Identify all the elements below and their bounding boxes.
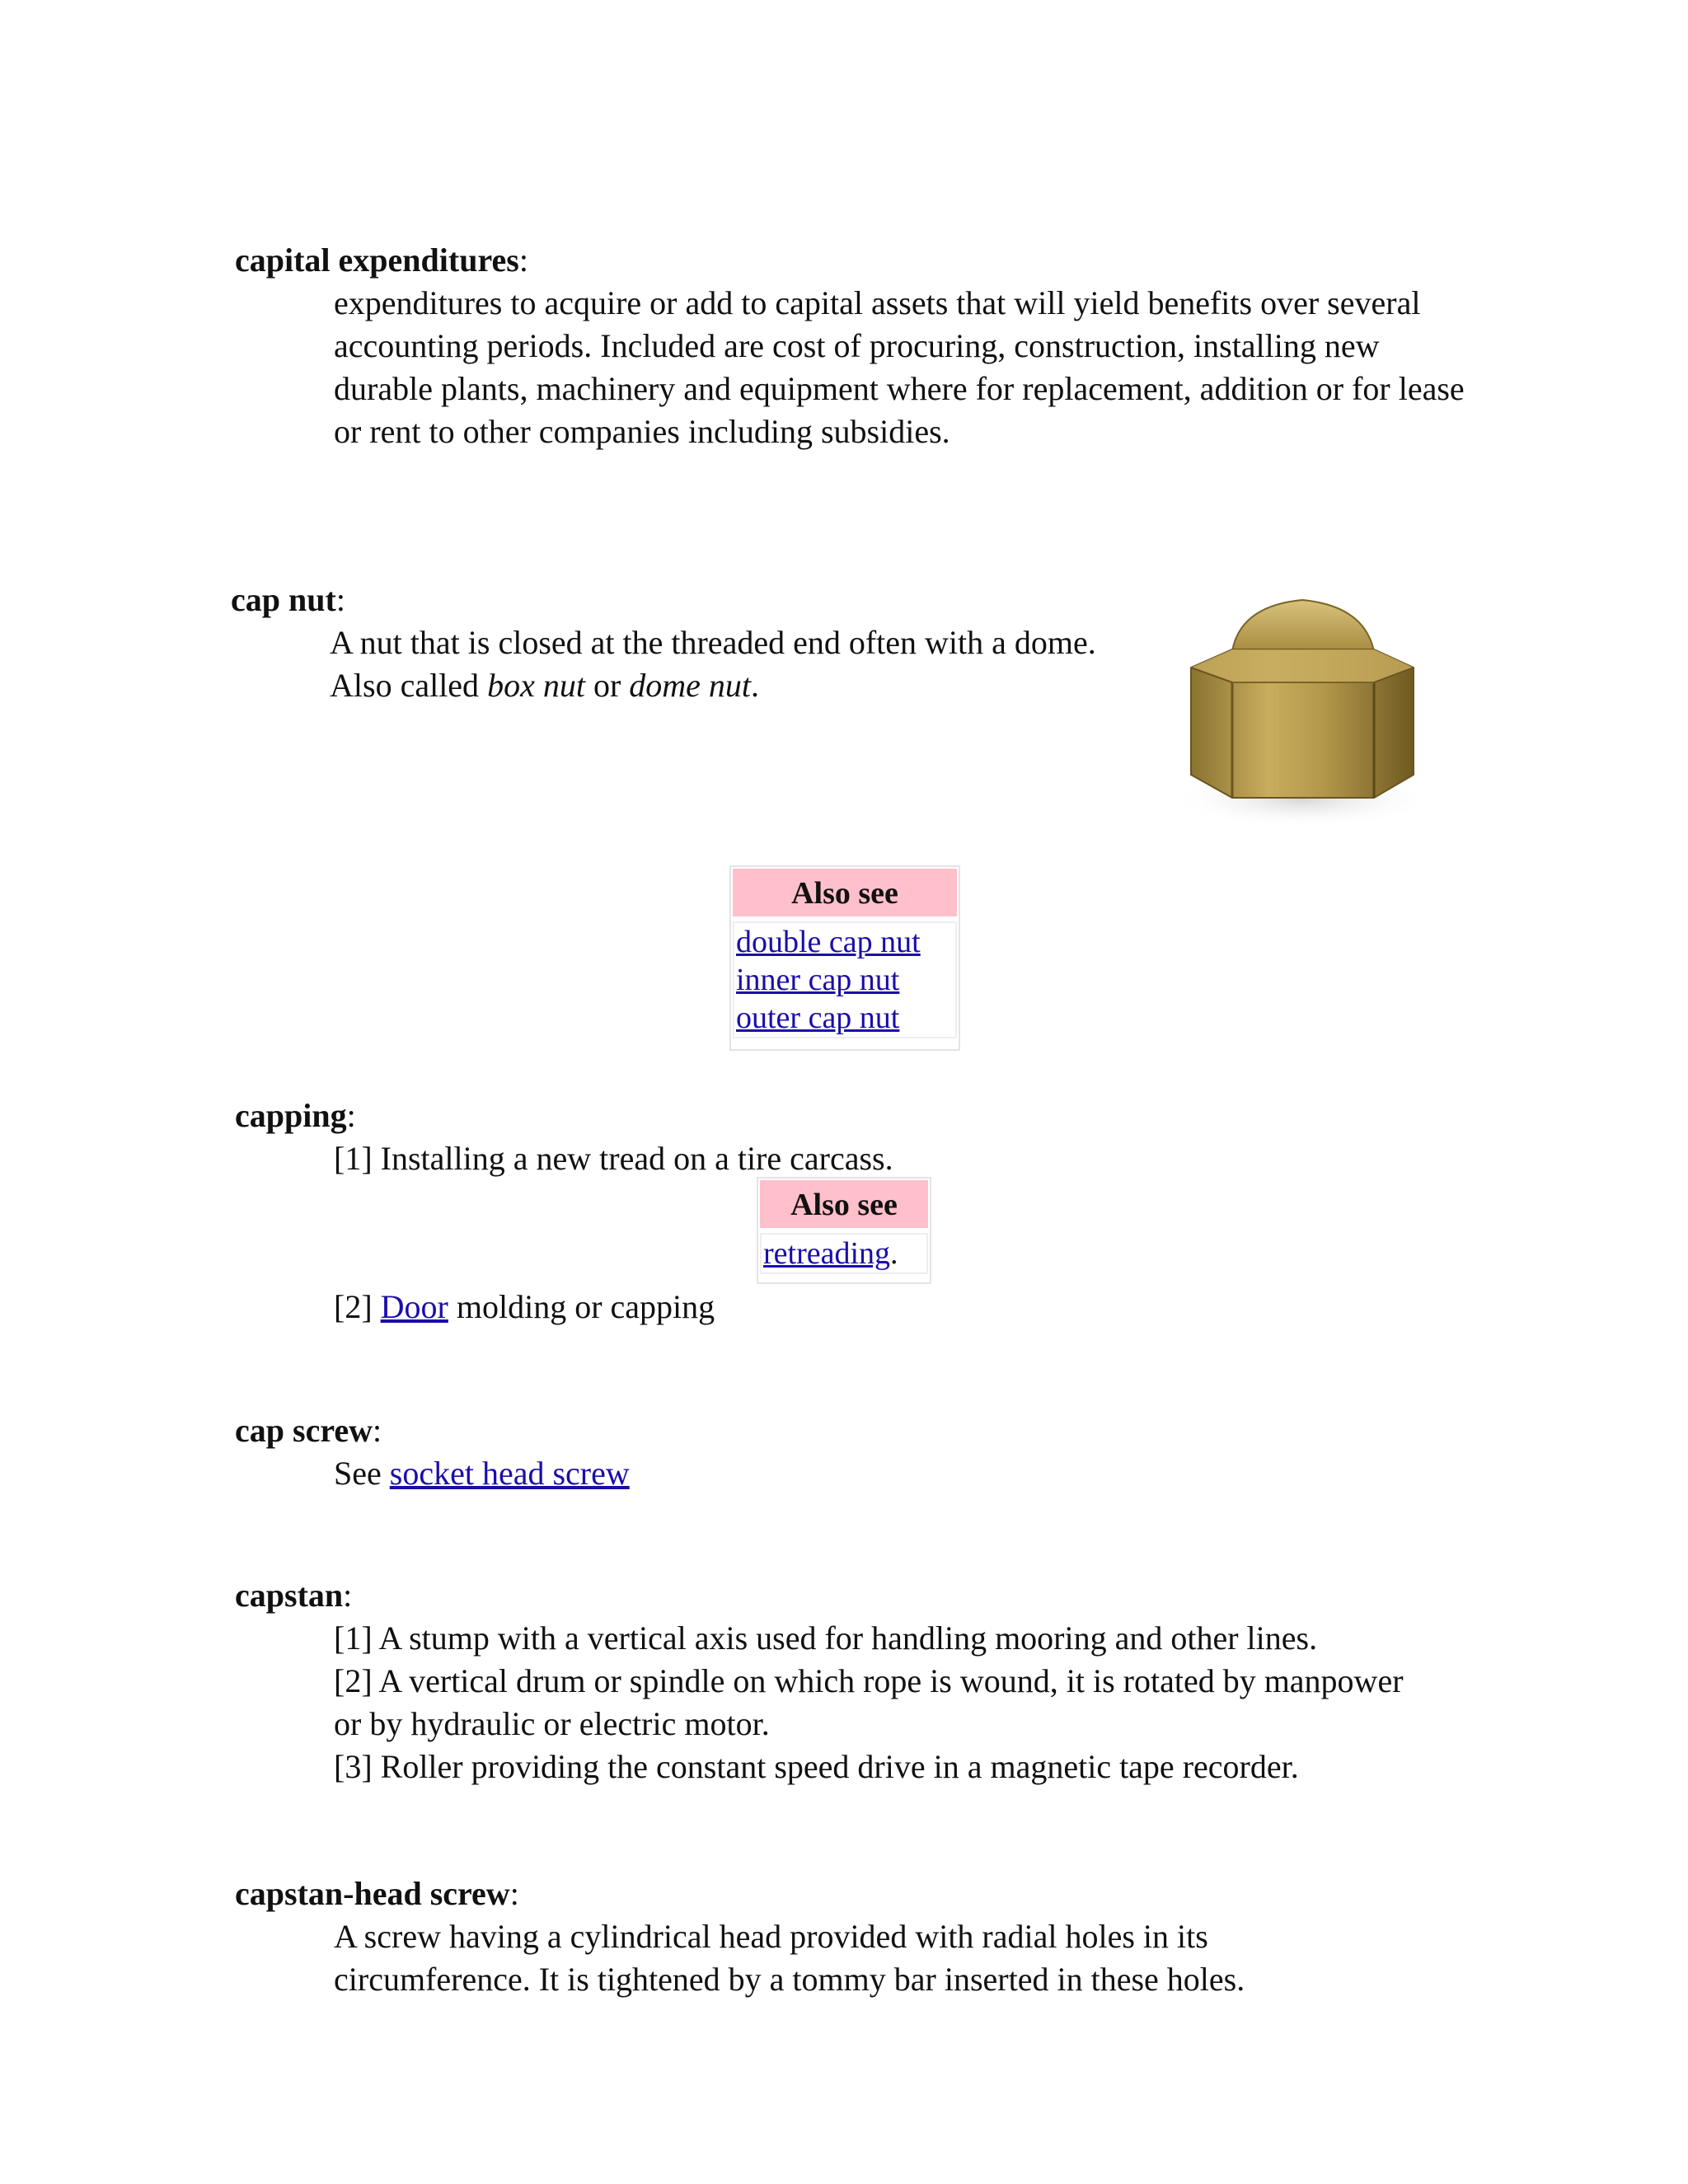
also-see-box-capping	[757, 1177, 931, 1284]
definition-capping-sense-2: [2] Door molding or capping	[334, 1288, 715, 1325]
capstan-sense-2: [2] A vertical drum or spindle on which rope is wound, it is rotated by manpower or by hydraulic or electric motor.	[334, 1662, 1404, 1742]
term-cap-screw: cap screw:	[235, 1412, 382, 1449]
definition-cap-screw: See socket head screw	[334, 1455, 630, 1492]
capstan-sense-3: [3] Roller providing the constant speed drive in a magnetic tape recorder.	[334, 1748, 1299, 1785]
also-see-heading: Also see	[733, 869, 957, 916]
also-see-links: retreading.	[760, 1233, 928, 1274]
capstan-sense-1: [1] A stump with a vertical axis used for handling mooring and other lines.	[334, 1619, 1318, 1657]
term-capstan: capstan:	[235, 1577, 353, 1614]
link-double-cap-nut[interactable]: double cap nut	[736, 925, 921, 959]
link-socket-head-screw[interactable]: socket head screw	[389, 1455, 630, 1492]
term-capping: capping:	[235, 1097, 356, 1134]
term-capstan-head-screw: capstan-head screw:	[235, 1875, 519, 1912]
definition-capping-sense-1: [1] Installing a new tread on a tire carcass.	[334, 1140, 893, 1177]
also-see-box-cap-nut	[729, 865, 960, 1051]
link-door[interactable]: Door	[380, 1288, 448, 1325]
also-see-heading: Also see	[760, 1180, 928, 1228]
link-retreading[interactable]: retreading	[763, 1236, 891, 1271]
link-outer-cap-nut[interactable]: outer cap nut	[736, 1001, 900, 1035]
term-cap-nut: cap nut:	[231, 581, 345, 618]
term-capital-expenditures: capital expenditures:	[235, 241, 528, 279]
definition-capital-expenditures: expenditures to acquire or add to capital assets that will yield benefits over several accounting periods. Included are cost of procuring, construction, installing new durable plants, machinery and equipment where for replacement, addition or for lease or rent to other companies including subsidies.	[334, 284, 1465, 450]
definition-capstan-head-screw: A screw having a cylindrical head provided with radial holes in its circumference. It is tightened by a tommy bar inserted in these holes.	[334, 1918, 1245, 1998]
definition-cap-nut: A nut that is closed at the threaded end often with a dome. Also called box nut or dome nut.	[330, 624, 1096, 704]
link-inner-cap-nut[interactable]: inner cap nut	[736, 963, 900, 997]
cap-nut-image	[1158, 577, 1447, 849]
also-see-links	[733, 921, 957, 1038]
definition-capstan	[334, 1617, 1488, 1788]
